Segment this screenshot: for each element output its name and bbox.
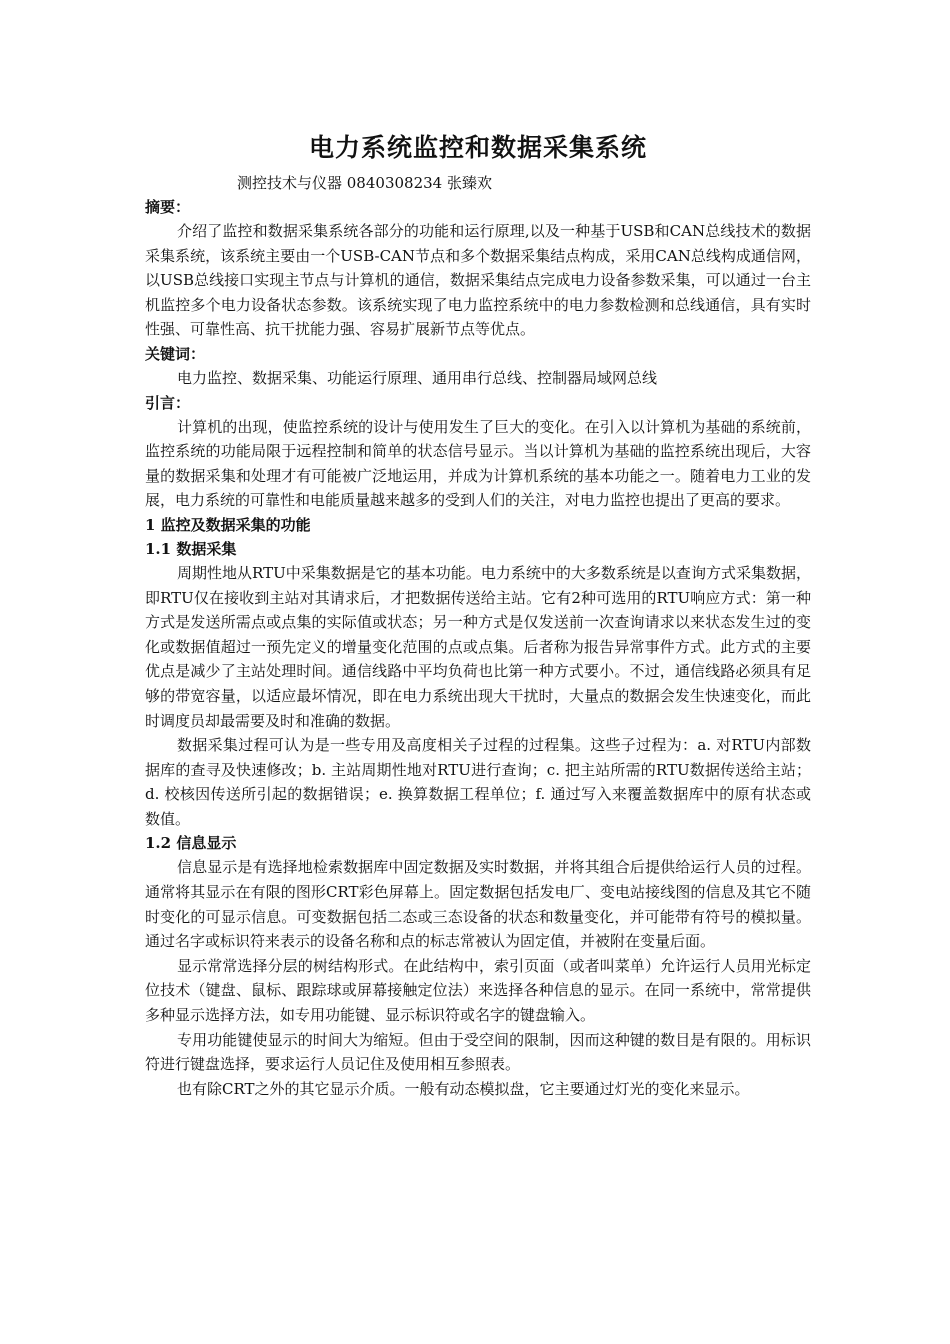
section-1-2-paragraph: 显示常常选择分层的树结构形式。在此结构中，索引页面（或者叫菜单）允许运行人员用光标定位技术（键盘、鼠标、跟踪球或屏幕接触定位法）来选择各种信息的显示。在同一系统中，常常提供多种显示选择方法，如专用功能键、显示标识符或名字的键盘输入。 — [145, 956, 811, 1025]
section-1-2-paragraph: 也有除CRT之外的其它显示介质。一般有动态模拟盘，它主要通过灯光的变化来显示。 — [177, 1079, 750, 1098]
author-line: 测控技术与仪器 0840308234 张臻欢 — [237, 174, 492, 192]
abstract-paragraph: 介绍了监控和数据采集系统各部分的功能和运行原理,以及一种基于USB和CAN总线技术的数据采集系统，该系统主要由一个USB-CAN节点和多个数据采集结点构成，采用CAN总线构成通信网，以USB总线接口实现主节点与计算机的通信，数据采集结点完成电力设备参数采集，可以通过一台主机监控多个电力设备状态参数。该系统实现了电力监控系统中的电力参数检测和总线通信，具有实时性强、可靠性高、抗干扰能力强、容易扩展新节点等优点。 — [145, 222, 811, 339]
section-1-2-paragraph: 信息显示是有选择地检索数据库中固定数据及实时数据，并将其组合后提供给运行人员的过程。通常将其显示在有限的图形CRT彩色屏幕上。固定数据包括发电厂、变电站接线图的信息及其它不随时变化的可显示信息。可变数据包括二态或三态设备的状态和数量变化，并可能带有符号的模拟量。通过名字或标识符来表示的设备名称和点的标志常被认为固定值，并被附在变量后面。 — [145, 858, 811, 951]
intro-paragraph: 计算机的出现，使监控系统的设计与使用发生了巨大的变化。在引入以计算机为基础的系统前，监控系统的功能局限于远程控制和简单的状态信号显示。当以计算机为基础的监控系统出现后，大容量的数据采集和处理才有可能被广泛地运用，并成为计算机系统的基本功能之一。随着电力工业的发展，电力系统的可靠性和电能质量越来越多的受到人们的关注，对电力监控也提出了更高的要求。 — [145, 417, 811, 510]
section-1-heading: 1 监控及数据采集的功能 — [145, 515, 311, 534]
intro-heading: 引言： — [145, 393, 191, 412]
abstract-heading: 摘要： — [145, 198, 191, 216]
section-1-1-paragraph: 数据采集过程可认为是一些专用及高度相关子过程的过程集。这些子过程为：a. 对RTU内部数据库的查寻及快速修改；b. 主站周期性地对RTU进行查询；c. 把主站所需的RTU数据传送给主站；d. 校核因传送所引起的数据错误；e. 换算数据工程单位；f. 通过写入来覆盖数据库中的原有状态或数值。 — [145, 736, 811, 828]
keywords-heading: 关键词： — [145, 344, 206, 363]
section-1-2-paragraph: 专用功能键使显示的时间大为缩短。但由于受空间的限制，因而这种键的数目是有限的。用标识符进行键盘选择，要求运行人员记住及使用相互参照表。 — [145, 1030, 811, 1074]
section-1-2-heading: 1.2 信息显示 — [145, 834, 237, 853]
keywords-paragraph: 电力监控、数据采集、功能运行原理、通用串行总线、控制器局域网总线 — [177, 368, 658, 387]
document-title: 电力系统监控和数据采集系统 — [308, 133, 647, 162]
section-1-1-heading: 1.1 数据采集 — [145, 539, 237, 558]
section-1-1-paragraph: 周期性地从RTU中采集数据是它的基本功能。电力系统中的大多数系统是以查询方式采集数据，即RTU仅在接收到主站对其请求后，才把数据传送给主站。它有2种可选用的RTU响应方式：第一种方式是发送所需点或点集的实际值或状态；另一种方式是仅发送前一次查询请求以来状态发生过的变化或数据值超过一预先定义的增量变化范围的点或点集。后者称为报告异常事件方式。此方式的主要优点是减少了主站处理时间。通信线路中平均负荷也比第一种方式要小。不过，通信线路必须具有足够的带宽容量，以适应最坏情况，即在电力系统出现大干扰时，大量点的数据会发生快速变化，而此时调度员却最需要及时和准确的数据。 — [145, 563, 811, 730]
document-page — [145, 128, 811, 1101]
